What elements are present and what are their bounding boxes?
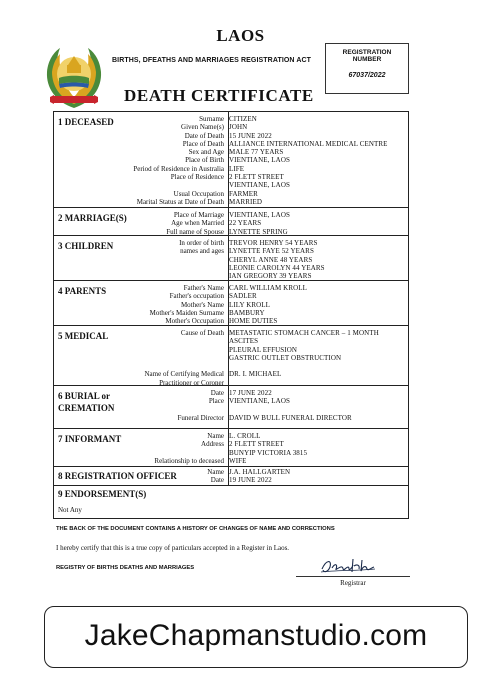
medical-rows bbox=[54, 329, 408, 387]
field-value: BUNYIP VICTORIA 3815 bbox=[229, 448, 308, 457]
section-endorsement bbox=[54, 486, 408, 520]
field-label bbox=[54, 272, 226, 280]
field-row bbox=[54, 132, 408, 140]
registration-label-number: NUMBER bbox=[352, 56, 382, 63]
watermark-banner: JakeChapmanstudio.com bbox=[44, 606, 468, 668]
field-row bbox=[54, 256, 408, 264]
burial-rows bbox=[54, 389, 408, 422]
field-value: VIENTIANE, LAOS bbox=[229, 181, 290, 190]
registrar-signature bbox=[318, 556, 378, 576]
field-row bbox=[54, 449, 408, 457]
field-row bbox=[54, 181, 408, 189]
field-value: IAN GREGORY 39 YEARS bbox=[229, 272, 312, 281]
field-value: TREVOR HENRY 54 YEARS bbox=[229, 239, 318, 247]
field-label bbox=[54, 264, 226, 272]
deceased-rows bbox=[54, 115, 408, 206]
field-row bbox=[54, 123, 408, 131]
field-label: Mother's Name bbox=[180, 300, 224, 309]
field-label: Mother's Occupation bbox=[165, 317, 224, 326]
field-label: Surname bbox=[199, 115, 224, 123]
field-value: SADLER bbox=[229, 292, 257, 301]
field-value: VIENTIANE, LAOS bbox=[229, 156, 290, 165]
back-of-document-note: THE BACK OF THE DOCUMENT CONTAINS A HISTORY OF CHANGES OF NAME AND CORRECTIONS bbox=[56, 526, 335, 532]
field-value: 22 YEARS bbox=[229, 219, 262, 228]
field-value: DR. I. MICHAEL bbox=[229, 370, 282, 379]
certificate-table bbox=[53, 111, 409, 519]
field-row bbox=[54, 440, 408, 448]
field-value: FARMER bbox=[229, 189, 258, 198]
field-value: BAMBURY bbox=[229, 308, 265, 317]
field-label: Father's occupation bbox=[169, 292, 224, 301]
field-label: Place of Marriage bbox=[173, 211, 224, 219]
field-label: Given Name(s) bbox=[181, 123, 224, 132]
section-deceased bbox=[54, 112, 408, 208]
field-label bbox=[54, 256, 226, 264]
field-label: Sex and Age bbox=[188, 148, 224, 157]
field-row bbox=[54, 198, 408, 206]
field-row bbox=[54, 115, 408, 123]
field-value: ASCITES bbox=[229, 337, 259, 346]
field-label: Name bbox=[207, 468, 224, 476]
field-value: PLEURAL EFFUSION bbox=[229, 345, 298, 354]
act-title: BIRTHS, DFEATHS AND MARRIAGES REGISTRATION ACT bbox=[112, 57, 312, 64]
section-informant bbox=[54, 429, 408, 467]
marriage-rows bbox=[54, 211, 408, 236]
field-value: CHERYL ANNE 48 YEARS bbox=[229, 255, 313, 264]
field-row bbox=[54, 397, 408, 405]
field-row bbox=[54, 457, 408, 465]
field-row bbox=[54, 346, 408, 354]
field-value: LILY KROLL bbox=[229, 300, 271, 309]
field-label: Full name of Spouse bbox=[166, 227, 224, 236]
field-row bbox=[54, 173, 408, 181]
field-label: Practitioner or Coroner bbox=[159, 378, 224, 387]
section-title-burial: 6 BURIAL or CREMATION bbox=[58, 391, 115, 413]
field-row bbox=[54, 329, 408, 337]
field-row bbox=[54, 468, 408, 476]
field-row bbox=[54, 211, 408, 219]
field-value: HOME DUTIES bbox=[229, 317, 278, 326]
field-label bbox=[54, 181, 226, 189]
laos-national-emblem-icon bbox=[42, 42, 106, 112]
field-row bbox=[54, 140, 408, 148]
field-row bbox=[54, 309, 408, 317]
field-row bbox=[54, 317, 408, 325]
field-label: Date bbox=[210, 389, 224, 397]
field-row bbox=[54, 370, 408, 378]
field-row bbox=[54, 247, 408, 255]
section-title-endorsement: 9 ENDORSEMENT(S) bbox=[58, 489, 147, 499]
section-children bbox=[54, 236, 408, 281]
field-label: Date of Death bbox=[184, 131, 224, 140]
field-value: 15 JUNE 2022 bbox=[229, 131, 272, 140]
field-value: ALLIANCE INTERNATIONAL MEDICAL CENTRE bbox=[229, 139, 388, 148]
field-value: LIFE bbox=[229, 164, 245, 173]
field-value: GASTRIC OUTLET OBSTRUCTION bbox=[229, 353, 342, 362]
field-label: Place of Birth bbox=[185, 156, 224, 165]
section-title-parents: 4 PARENTS bbox=[58, 286, 107, 296]
field-label: Place bbox=[208, 397, 224, 406]
field-row bbox=[54, 148, 408, 156]
field-value: VIENTIANE, LAOS bbox=[229, 211, 290, 219]
field-row bbox=[54, 292, 408, 300]
field-value: MARRIED bbox=[229, 197, 262, 206]
field-label: Place of Residence bbox=[170, 173, 224, 182]
field-label: In order of birth bbox=[179, 239, 224, 247]
section-title-officer: 8 REGISTRATION OFFICER bbox=[58, 471, 177, 481]
field-row bbox=[54, 239, 408, 247]
field-row bbox=[54, 165, 408, 173]
field-value: CITIZEN bbox=[229, 115, 257, 123]
parents-rows bbox=[54, 284, 408, 325]
field-row bbox=[54, 301, 408, 309]
field-value: LYNETTE SPRING bbox=[229, 227, 288, 236]
field-row bbox=[54, 354, 408, 362]
field-label: Relationship to deceased bbox=[154, 456, 224, 465]
section-title-informant: 7 INFORMANT bbox=[58, 434, 122, 444]
field-value: JOHN bbox=[229, 123, 248, 132]
field-value: MALE 77 YEARS bbox=[229, 148, 284, 157]
registrar-label: Registrar bbox=[340, 579, 366, 587]
field-row bbox=[54, 389, 408, 397]
field-label: Name of Certifying Medical bbox=[144, 370, 224, 379]
field-row bbox=[54, 476, 408, 484]
field-label: Name bbox=[207, 432, 224, 440]
children-rows bbox=[54, 239, 408, 280]
section-marriage bbox=[54, 208, 408, 236]
section-title-medical: 5 MEDICAL bbox=[58, 331, 109, 341]
field-value: 17 JUNE 2022 bbox=[229, 389, 272, 397]
field-value: 19 JUNE 2022 bbox=[229, 476, 272, 485]
field-value: 2 FLETT STREET bbox=[229, 440, 284, 449]
field-value: J.A. HALLGARTEN bbox=[229, 468, 291, 476]
field-value: LEONIE CAROLYN 44 YEARS bbox=[229, 263, 325, 272]
officer-rows bbox=[54, 468, 408, 485]
field-label bbox=[54, 337, 226, 345]
field-value: 2 FLETT STREET bbox=[229, 173, 284, 182]
field-row bbox=[54, 190, 408, 198]
section-officer bbox=[54, 467, 408, 486]
informant-rows bbox=[54, 432, 408, 465]
certificate-title: DEATH CERTIFICATE bbox=[124, 86, 314, 105]
field-row bbox=[54, 228, 408, 236]
field-label: Period of Residence in Australia bbox=[133, 164, 224, 173]
field-row bbox=[54, 284, 408, 292]
field-value: WIFE bbox=[229, 456, 247, 465]
country-heading: LAOS bbox=[216, 26, 265, 45]
registration-number-box bbox=[325, 43, 409, 94]
field-label: Age when Married bbox=[171, 219, 224, 228]
field-label: Mother's Maiden Surname bbox=[149, 308, 224, 317]
field-value: METASTATIC STOMACH CANCER – 1 MONTH bbox=[229, 329, 379, 337]
section-title-deceased: 1 DECEASED bbox=[58, 117, 114, 127]
field-row bbox=[54, 337, 408, 345]
registry-name: REGISTRY OF BIRTHS DEATHS AND MARRIAGES bbox=[56, 565, 195, 571]
field-label bbox=[54, 346, 226, 354]
signature-line bbox=[296, 576, 410, 577]
field-value: LYNETTE FAYE 52 YEARS bbox=[229, 247, 314, 256]
field-label: names and ages bbox=[180, 247, 224, 256]
field-row bbox=[54, 432, 408, 440]
section-parents bbox=[54, 281, 408, 326]
field-label: Funeral Director bbox=[177, 413, 224, 422]
section-title-children: 3 CHILDREN bbox=[58, 241, 114, 251]
field-row bbox=[54, 414, 408, 422]
section-title-marriage: 2 MARRIAGE(S) bbox=[58, 213, 127, 223]
field-label: Father's Name bbox=[183, 284, 224, 292]
field-row bbox=[54, 219, 408, 227]
field-row bbox=[54, 264, 408, 272]
field-label: Address bbox=[201, 440, 224, 449]
field-label bbox=[54, 354, 226, 362]
field-row bbox=[54, 272, 408, 280]
endorsement-note: Not Any bbox=[58, 506, 82, 514]
field-label: Date bbox=[210, 476, 224, 485]
field-value: L. CROLL bbox=[229, 432, 261, 440]
field-label: Marital Status at Date of Death bbox=[136, 197, 224, 206]
field-label bbox=[54, 449, 226, 457]
field-row bbox=[54, 156, 408, 164]
certification-statement: I hereby certify that this is a true copy of particulars accepted in a Register in Laos. bbox=[56, 544, 290, 552]
field-value: DAVID W BULL FUNERAL DIRECTOR bbox=[229, 413, 352, 422]
field-label: Place of Death bbox=[182, 139, 224, 148]
section-burial bbox=[54, 386, 408, 429]
field-label: Usual Occupation bbox=[173, 189, 224, 198]
section-medical bbox=[54, 326, 408, 386]
registration-label: REGISTRATION bbox=[342, 49, 392, 56]
field-value: VIENTIANE, LAOS bbox=[229, 397, 290, 406]
registration-number: 67037/2022 bbox=[348, 72, 386, 79]
field-label: Cause of Death bbox=[180, 329, 224, 337]
field-value: CARL WILLIAM KROLL bbox=[229, 284, 308, 292]
